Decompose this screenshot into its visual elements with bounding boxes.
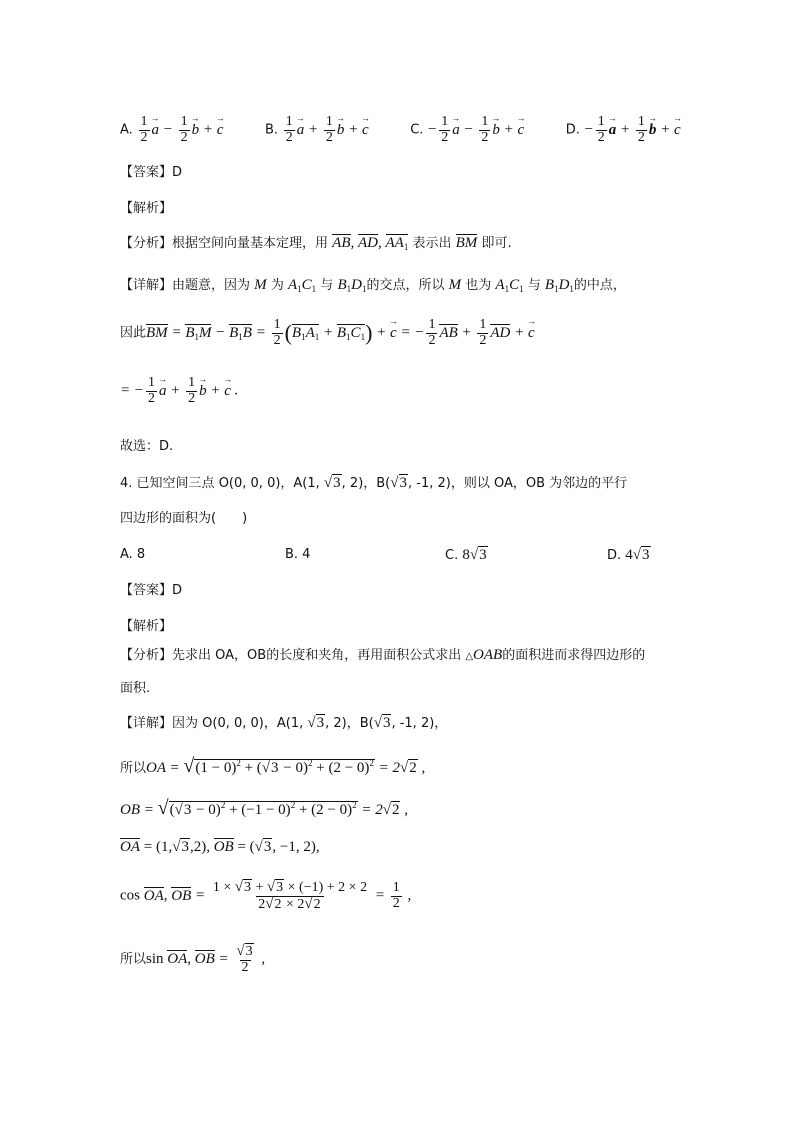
q3-analysis-tag: 【解析】 bbox=[120, 201, 173, 216]
q4-analysis-tag: 【解析】 bbox=[120, 619, 173, 634]
q4-fenxi-line1: 【分析】先求出 OA，OB的长度和夹角，再用面积公式求出 △OAB的面积进而求得四边形的 bbox=[120, 647, 646, 663]
q3-fenxi: 【分析】根据空间向量基本定理，用 AB, AD, $AA_1$ 表示出 BM 即可. bbox=[120, 235, 512, 252]
q3-derivation-2: = − $\frac{1}{2}$ → a + $\frac{1}{2}$ → b + → c . bbox=[120, 376, 238, 406]
q4-stem-line2: 四边形的面积为( ) bbox=[120, 511, 248, 526]
option-c-label: C. bbox=[410, 122, 424, 138]
q4-sine: 所以sin OA, OB = $\frac{√3}{2}$ , bbox=[120, 943, 266, 975]
q3-derivation-1: 因此BM = $B_1M - B_1B$ = $\frac{1}{2}$ $(B_1A_1 + B_1C_1)$ + → c = − $\frac{1}{2}$ AB + $\frac{1}{2}$ AD + → c bbox=[120, 318, 535, 348]
option-b: B. 4 bbox=[285, 547, 311, 562]
q4-oa-length: 所以OA = $√(1 - 0)^2 + (√3 - 0)^2 + (2 - 0)^2 = 2√2$ , bbox=[120, 755, 426, 777]
option-a: A. 8 bbox=[120, 547, 146, 562]
option-d-label: D. bbox=[565, 122, 580, 138]
q4-xiangjie: 【详解】因为 O(0, 0, 0)，A(1, √3, 2)，B(√3, -1, 2)， bbox=[120, 715, 448, 731]
q4-ob-length: OB = $√(√3 - 0)^2 + (-1 - 0)^2 + (2 - 0)^2 = 2√2$ , bbox=[120, 797, 408, 819]
q3-options: A. $\frac{1}{2}$ → a − $\frac{1}{2}$ → b + → c B. $\frac{1}{2}$ → a + $\frac{1}{2}$ → b + → c C. − $\frac{1}{2}$ → a − $\frac{1}{2}$ → b + → c D. − $\frac{1}{2}$ → a + $\frac{1}{2}$ → b + → c bbox=[120, 115, 681, 145]
q4-answer: 【答案】D bbox=[120, 583, 183, 598]
option-b-label: B. bbox=[264, 122, 279, 138]
option-d: D. 4√3 bbox=[607, 547, 650, 563]
answer-tag: 【答案】 bbox=[120, 165, 173, 180]
answer-value: D bbox=[172, 165, 183, 180]
q3-xiangjie: 【详解】由题意，因为 M 为 $A_1C_1$ 与 $B_1D_1$的交点，所以 M 也为 $A_1C_1$ 与 $B_1D_1$的中点， bbox=[120, 277, 626, 294]
q4-fenxi-line2: 面积. bbox=[120, 681, 151, 696]
option-a-label: A. bbox=[120, 122, 133, 138]
option-c: C. 8√3 bbox=[445, 547, 487, 563]
q4-cosine: cos OA, OB = $\frac{1 \times √3 + √3 \times (-1) + 2 \times 2}{2√2 \times 2√2}$ = $\frac{1}{2}$ , bbox=[120, 879, 412, 912]
q4-vectors: OA = (1,√3,2), OB = (√3, −1, 2), bbox=[120, 839, 320, 855]
q3-answer bbox=[120, 166, 182, 179]
q3-conclusion: 故选：D. bbox=[120, 439, 174, 454]
q4-stem-line1: 4. 已知空间三点 O(0, 0, 0)，A(1, √3, 2)，B(√3, -1, 2)，则以 OA，OB 为邻边的平行 bbox=[120, 475, 628, 491]
